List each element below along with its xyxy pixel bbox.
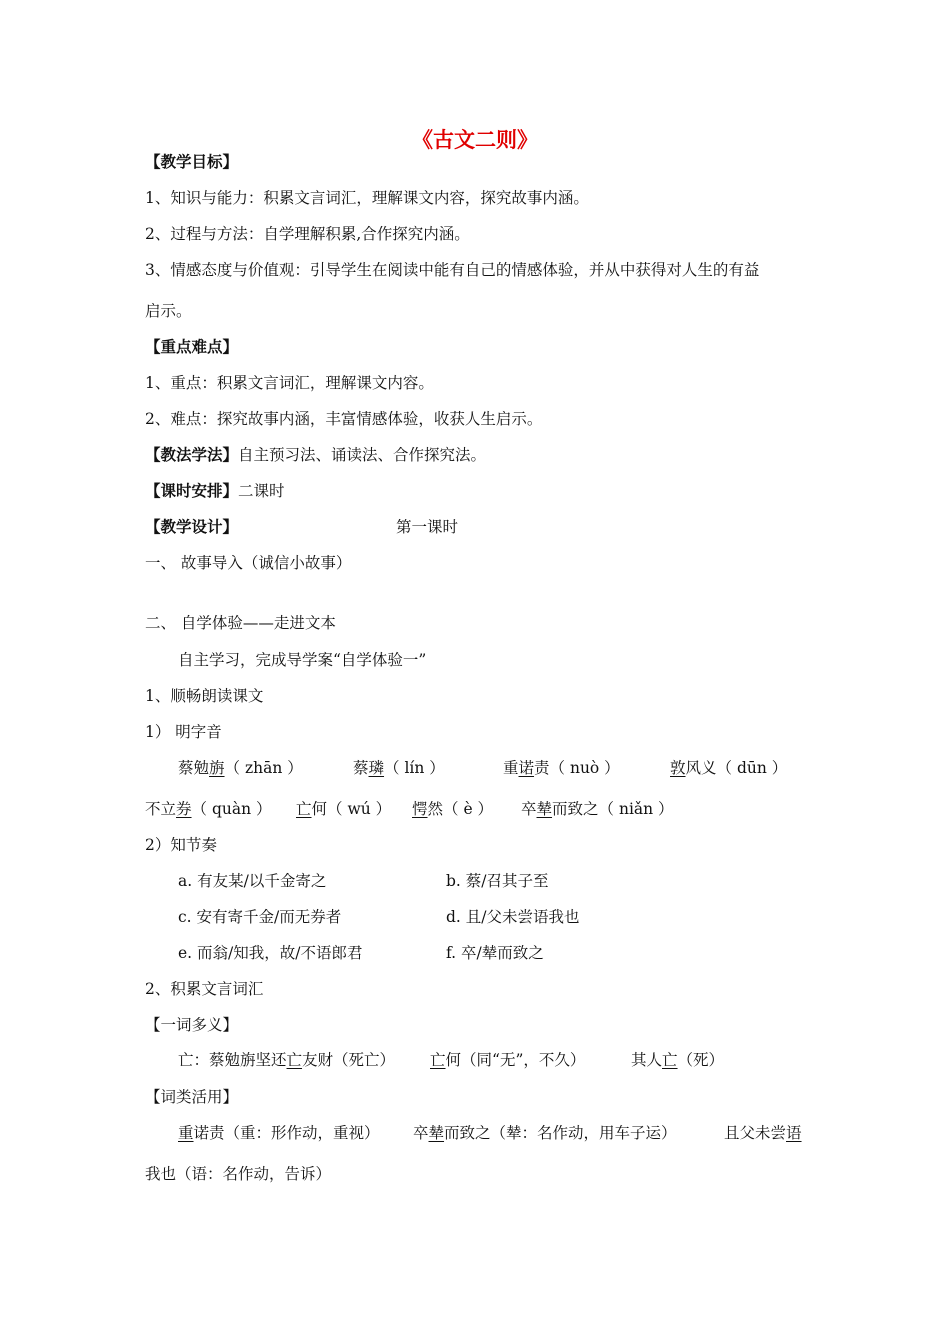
conversion-line: 卒辇而致之（辇：名作动，用车子运） xyxy=(413,1124,677,1142)
goal-item-1: 1、知识与能力：积累文言词汇，理解课文内容，探究故事内涵。 xyxy=(145,189,589,207)
rhythm-item: d. 且/父未尝语我也 xyxy=(446,908,580,926)
pron-item: 卒辇而致之（ niǎn ） xyxy=(521,800,674,818)
pronunciation-title: 1） 明字音 xyxy=(145,723,222,741)
pron-item: 愕然（ è ） xyxy=(412,800,494,818)
polysemy-line: 亡何（同“无”，不久） xyxy=(430,1051,586,1069)
step-1: 一、 故事导入（诚信小故事） xyxy=(145,554,352,572)
rhythm-item: c. 安有寄千金/而无券者 xyxy=(178,908,342,926)
pron-item: 蔡璘（ lín ） xyxy=(353,759,445,777)
design-header: 【教学设计】 xyxy=(145,517,239,536)
vocab-title: 2、积累文言词汇 xyxy=(145,980,264,998)
lesson-label: 第一课时 xyxy=(396,518,459,536)
polysemy-line: 亡：蔡勉旃坚还亡友财（死亡） xyxy=(178,1051,396,1069)
schedule-text: 二课时 xyxy=(238,482,285,500)
key-point-1: 1、重点：积累文言词汇，理解课文内容。 xyxy=(145,374,434,392)
conversion-header: 【词类活用】 xyxy=(145,1088,239,1106)
step-2-sub: 自主学习，完成导学案“自学体验一” xyxy=(178,651,427,669)
goal-item-3-cont: 启示。 xyxy=(145,302,192,320)
rhythm-item: a. 有友某/以千金寄之 xyxy=(178,872,327,890)
pron-item: 重诺责（ nuò ） xyxy=(503,759,620,777)
methods-text: 自主预习法、诵读法、合作探究法。 xyxy=(238,446,487,464)
rhythm-title: 2）知节奏 xyxy=(145,836,217,854)
pron-item: 亡何（ wú ） xyxy=(296,800,392,818)
methods-line xyxy=(145,445,486,465)
rhythm-item: e. 而翁/知我，故/不语郎君 xyxy=(178,944,363,962)
pron-item: 敦风义（ dūn ） xyxy=(670,759,788,777)
pron-item: 蔡勉旃（ zhān ） xyxy=(178,759,303,777)
key-point-2: 2、难点：探究故事内涵，丰富情感体验，收获人生启示。 xyxy=(145,410,543,428)
goals-header: 【教学目标】 xyxy=(145,152,239,171)
document-title: 《古文二则》 xyxy=(412,127,538,152)
read-title: 1、顺畅朗读课文 xyxy=(145,687,264,705)
conversion-line-cont: 我也（语：名作动，告诉） xyxy=(145,1165,332,1183)
schedule-header: 【课时安排】 xyxy=(145,481,239,500)
conversion-line: 重诺责（重：形作动，重视） xyxy=(178,1124,380,1142)
methods-header: 【教法学法】 xyxy=(145,445,239,464)
key-points-header: 【重点难点】 xyxy=(145,337,239,356)
polysemy-line: 其人亡（死） xyxy=(631,1051,725,1069)
goal-item-3: 3、情感态度与价值观：引导学生在阅读中能有自己的情感体验，并从中获得对人生的有益 xyxy=(145,261,760,279)
goal-item-2: 2、过程与方法：自学理解积累,合作探究内涵。 xyxy=(145,225,470,243)
conversion-line: 且父未尝语 xyxy=(724,1124,802,1142)
step-2: 二、 自学体验——走进文本 xyxy=(145,614,336,632)
schedule-line xyxy=(145,481,285,501)
rhythm-item: f. 卒/辇而致之 xyxy=(446,944,544,962)
polysemy-header: 【一词多义】 xyxy=(145,1016,239,1034)
rhythm-item: b. 蔡/召其子至 xyxy=(446,872,549,890)
pron-item: 不立券（ quàn ） xyxy=(145,800,272,818)
